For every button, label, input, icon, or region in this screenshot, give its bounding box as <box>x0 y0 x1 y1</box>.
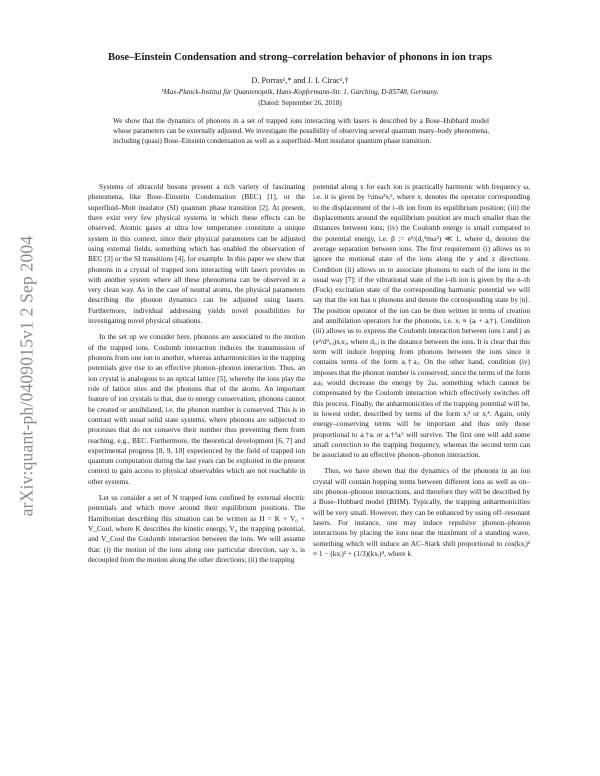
paper-title: Bose–Einstein Condensation and strong–correlation behavior of phonons in ion traps <box>107 52 493 63</box>
left-paragraph-1: Systems of ultracold bosons present a rich variety of fascinating phenomena, like Bose–Einstein Condensation (BEC) [1], or the superfluid–Mott insulator (SI) quantum phase transition [2]. At present, there exist very few physical systems in which these effects can be observed. Atomic gases at ultra low temperature constitute a unique system in this context, since their physical parameters can be adjusted using external fields, something which has enabled the observation of BEC [3] or the SI transitions [4], for example. In this paper we show that phonons in a crystal of trapped ions interacting with lasers provides us with another system where all these phenomena can be observed in a very clean way. As in the case of neutral atoms, the physical parameters describing the phonon dynamics can be adjusted using lasers. Furthermore, individual addressing yields novel possibilities for investigating novel physical situations. <box>88 182 305 326</box>
paper-affiliation: ¹Max-Planck-Institut für Quantenoptik, Hans-Kopfermann-Str. 1, Garching, D-85748, Germany. <box>161 88 439 96</box>
arxiv-identifier-text: arXiv:quant-ph/0409015v1 2 Sep 2004 <box>16 235 37 517</box>
right-paragraph-1: potential along x for each ion is practically harmonic with frequency ω, i.e. it is given by ½mω²xᵢ², where xᵢ denotes the operator corresponding to the displacement of the i–th ion from its equilibrium position; (iii) the displacements around the equilibrium position are much smaller than the distances between ions; (iv) the Coulomb energy is small compared to the potential energy, i.e. β := e²/(d₀³mω²) ≪ 1, where d₀ denotes the average separation between ions. The first requirement (i) allows us to ignore the motional state of the ions along the y and z directions. Condition (ii) allows us to associate phonons to each of the ions in the usual way [7]: if the vibrational state of the i–th ion is given by the n–th (Fock) excitation state of the corresponding harmonic potential we will say that the ion has n phonons and denote the corresponding state by |n⟩. The position operator of the ion can be then written in terms of creation and annihilation operators for the phonons, i.e. xᵢ ∝ (aᵢ + aᵢ†). Condition (iii) allows us to express the Coulomb interaction between ions i and j as (e²/d³ᵢ,ⱼ)xᵢxⱼ, where dᵢ,ⱼ is the distance between the ions. It is clear that this term will induce hopping from phonons between the ions since it contains terms of the form aᵢ†aⱼ. On the other hand, condition (iv) imposes that the phonon number is conserved, since the terms of the form aᵢaⱼ would decrease the energy by 2ω, something which cannot be compensated by the Coulomb interaction which effectively switches off this process. Finally, the anharmonicities of the trapping potential will be, in lowest order, described by terms of the form xᵢ³ or xᵢ⁴. Again, only energy–conserving terms will be important and thus only those proportional to aᵢ†aᵢ or aᵢ†²aᵢ² will survive. The first one will add some small correction to the trapping frequency, whereas the second term can be associated to an effective phonon–phonon interaction. <box>313 182 530 460</box>
left-column <box>88 182 305 565</box>
paper-abstract: We show that the dynamics of phonons in a set of trapped ions interacting with lasers is described by a Bose–Hubbard model whose parameters can be externally adjusted. We investigate the possibility of observing several quantum many–body phenomena, including (quasi) Bose–Einstein condensation as well as a superfluid–Mott insulator quantum phase transition. <box>113 117 489 145</box>
paper-date: (Dated: September 26, 2018) <box>258 99 342 107</box>
left-paragraph-3: Let us consider a set of N trapped ions confined by external electric potentials and which move around their equilibrium positions. The Hamiltonian describing this situation can be written as H = K + V₀ + V_Coul, where K describes the kinetic energy, V₀ the trapping potential, and V_Coul the Coulomb interaction between the ions. We will assume that: (i) the motion of the ions along one particular direction, say x, is decoupled from the motion along the other directions; (ii) the trapping <box>88 493 305 564</box>
left-paragraph-2: In the set up we consider here, phonons are associated to the motion of the trapped ions. Coulomb interaction induces the transmission of phonons from one ion to another, whereas anharmonicities in the trapping potentials give rise to an effective phonon–phonon interaction. Thus, an ion crystal is analogous to an optical lattice [5], whereby the ions play the role of lattice sites and the phonons that of the atoms. An important feature of ion crystals is that, due to energy conservation, phonons cannot be created or annihilated, i.e. the phonon number is conserved. This is in contrast with usual solid state systems, where phonons are subjected to processes that do not conserve their number thus preventing them from reaching, e.g., BEC. Furthermore, the theoretical development [6, 7] and experimental progress [8, 9, 10] experienced by the field of trapped ion quantum computation during the last years can be exploited in the present context to gain access to physical observables which are not reachable in other systems. <box>88 332 305 486</box>
right-paragraph-2: Thus, we have shown that the dynamics of the phonons in an ion crystal will contain hopping terms between different ions as well as on–site phonon–phonon interactions, and therefore they will be described by a Bose–Hubbard model (BHM). Typically, the trapping anharmonicities will be very small. However, they can be enhanced by using off–resonant lasers. For instance, one may induce repulsive phonon–phonon interactions by placing the ions near the maximum of a standing wave, something which will induce an AC–Stark shift proportional to cos(kxᵢ)² ≈ 1 − (kxᵢ)² + (1/3)(kxᵢ)⁴, where k <box>313 466 530 558</box>
paper-authors: D. Porras¹,* and J. I. Cirac¹,† <box>251 76 349 85</box>
right-column <box>313 182 530 559</box>
arxiv-identifier-sidebar <box>16 186 38 566</box>
